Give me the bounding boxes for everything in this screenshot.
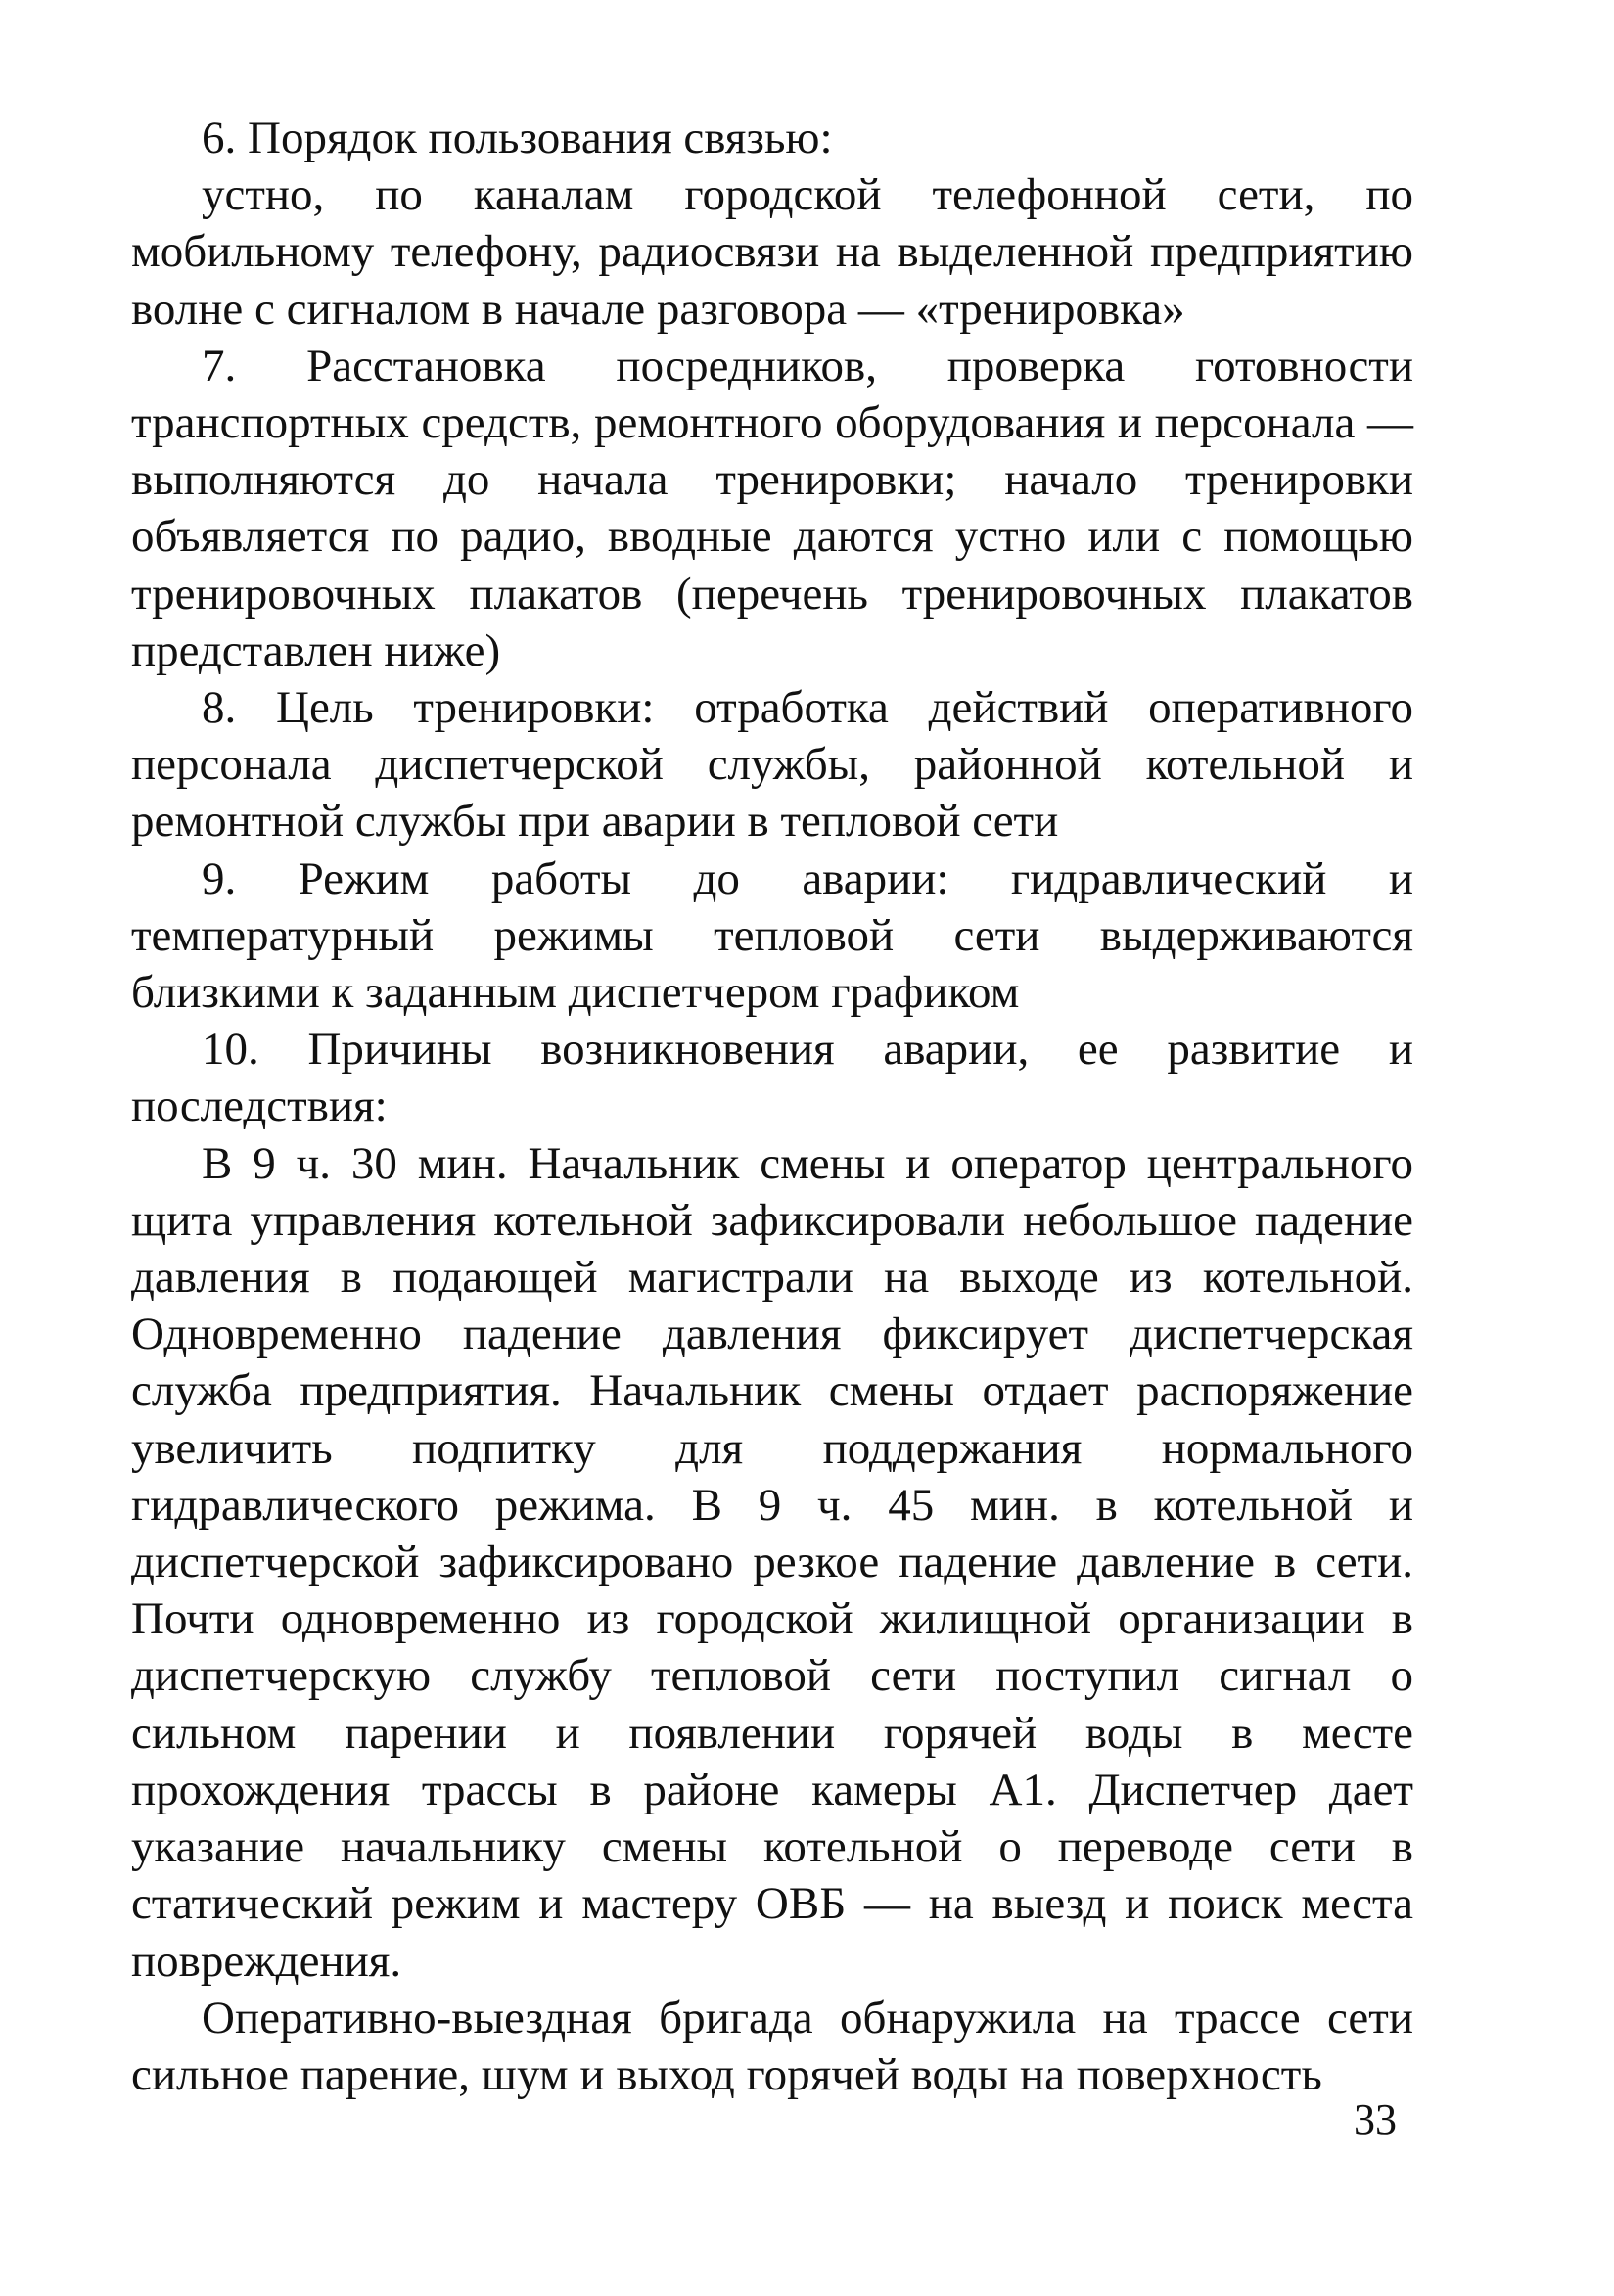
paragraph-field-team: Оперативно-выездная бригада обнаружила на трассе сети сильное парение, шум и выход горячей воды на поверхность [131,1992,1413,2100]
paragraph-mediators: 7. Расстановка посредников, проверка готовности транспортных средств, ремонтного оборудования и персонала — выполняются до начала тренировки; начало тренировки объявляется по радио, вводные даются устно или с помощью тренировочных плакатов (перечень тренировочных плакатов представлен ниже) [131,340,1413,676]
paragraph-training-goal: 8. Цель тренировки: отработка действий оперативного персонала диспетчерской службы, районной котельной и ремонтной службы при аварии в тепловой сети [131,682,1413,848]
page-number: 33 [1354,2095,1397,2143]
paragraph-accident-causes: 10. Причины возникновения аварии, ее развитие и последствия: [131,1024,1413,1132]
paragraph-communication-heading: 6. Порядок пользования связью: [202,113,833,163]
paragraph-accident-timeline: В 9 ч. 30 мин. Начальник смены и оператор центрального щита управления котельной зафиксировали небольшое падение давления в подающей магистрали на выходе из котельной. Одновременно падение давления фиксирует диспетчерская служба предприятия. Начальник смены отдает распоряжение увеличить подпитку для поддержания нормального гидравлического режима. В 9 ч. 45 мин. в котельной и диспетчерской зафиксировано резкое падение давление в сети. Почти одновременно из городской жилищной организации в диспетчерскую службу тепловой сети поступил сигнал о сильном парении и появлении горячей воды в месте прохождения трассы в районе камеры А1. Диспетчер дает указание начальнику смены котельной о переводе сети в статический режим и мастеру ОВБ — на выезд и поиск места повреждения. [131,1137,1413,1987]
paragraph-communication-details: устно, по каналам городской телефонной сети, по мобильному телефону, радиосвязи на выделенной предприятию волне с сигналом в начале разговора — «тренировка» [131,169,1413,335]
paragraph-operating-mode: 9. Режим работы до аварии: гидравлический и температурный режимы тепловой сети выдерживаются близкими к заданным диспетчером графиком [131,852,1413,1019]
body-text [131,110,1413,2103]
